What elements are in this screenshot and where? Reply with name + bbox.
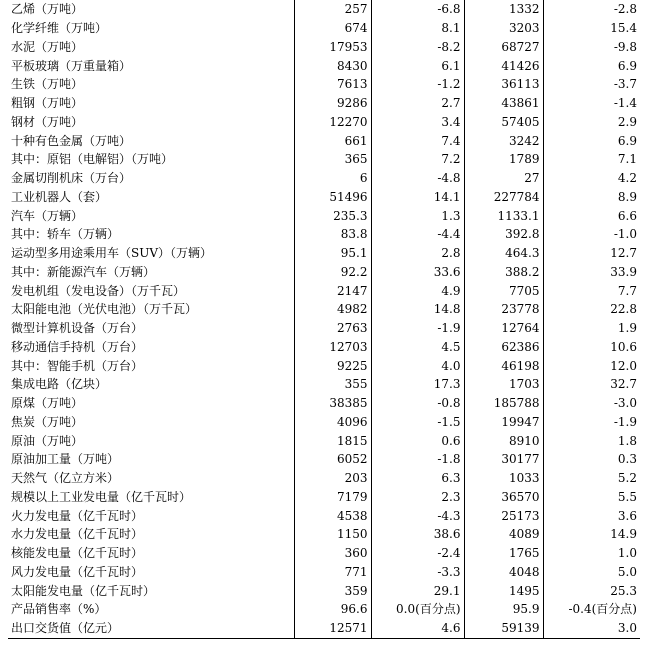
cumulative-output-cell: 227784: [464, 188, 543, 207]
current-month-output-cell: 92.2: [294, 263, 371, 282]
table-row: [8, 431, 640, 450]
row-label: 发电机组（发电设备）（万千瓦）: [11, 283, 186, 298]
row-label: 焦炭（万吨）: [11, 414, 84, 429]
cumulative-growth-cell: 22.8: [543, 300, 640, 319]
cumulative-output-cell: 1703: [464, 375, 543, 394]
current-month-output-cell: 12703: [294, 338, 371, 357]
current-month-output-cell: 7179: [294, 488, 371, 507]
cumulative-output-cell: 464.3: [464, 244, 543, 263]
cumulative-growth-cell: 15.4: [543, 19, 640, 38]
current-month-output-cell: 365: [294, 150, 371, 169]
row-label: 太阳能电池（光伏电池）（万千瓦）: [11, 302, 198, 317]
cumulative-output-cell: 41426: [464, 56, 543, 75]
cumulative-growth-cell: 7.7: [543, 281, 640, 300]
row-label: 汽车（万辆）: [11, 208, 84, 223]
cumulative-output-cell: 25173: [464, 506, 543, 525]
cumulative-output-cell: 392.8: [464, 225, 543, 244]
row-label: 集成电路（亿块）: [11, 377, 108, 392]
cumulative-output-cell: 1033: [464, 469, 543, 488]
cumulative-output-cell: 8910: [464, 431, 543, 450]
row-label: 其中：智能手机（万台）: [11, 358, 144, 373]
table-row: [8, 225, 640, 244]
current-month-output-cell: 9286: [294, 94, 371, 113]
current-month-growth-cell: 4.9: [371, 281, 464, 300]
table-row: [8, 375, 640, 394]
row-label: 出口交货值（亿元）: [8, 619, 294, 638]
current-month-output-cell: 7613: [294, 75, 371, 94]
current-month-growth-cell: 29.1: [371, 581, 464, 600]
current-month-output-cell: 1815: [294, 431, 371, 450]
current-month-growth-cell: 3.4: [371, 113, 464, 132]
row-label: 火力发电量（亿千瓦时）: [11, 508, 144, 523]
table-row: [8, 94, 640, 113]
current-month-growth-cell: 33.6: [371, 263, 464, 282]
current-month-growth-cell: -6.8: [371, 0, 464, 19]
current-month-output-cell: 203: [294, 469, 371, 488]
current-month-growth-cell: 14.1: [371, 188, 464, 207]
current-month-growth-cell: 8.1: [371, 19, 464, 38]
cumulative-growth-cell: 6.6: [543, 206, 640, 225]
row-label: 化学纤维（万吨）: [11, 21, 108, 36]
cumulative-growth-cell: 5.2: [543, 469, 640, 488]
cumulative-output-cell: 1332: [464, 0, 543, 19]
cumulative-output-cell: 388.2: [464, 263, 543, 282]
cumulative-growth-cell: -1.9: [543, 413, 640, 432]
current-month-growth-cell: -4.3: [371, 506, 464, 525]
current-month-growth-cell: 4.5: [371, 338, 464, 357]
table-row: [8, 38, 640, 57]
row-label: 水力发电量（亿千瓦时）: [11, 527, 144, 542]
current-month-output-cell: 4982: [294, 300, 371, 319]
row-label: 其中：原铝（电解铝）（万吨）: [11, 152, 174, 167]
current-month-output-cell: 359: [294, 581, 371, 600]
current-month-growth-cell: 2.7: [371, 94, 464, 113]
row-label: 生铁（万吨）: [11, 77, 84, 92]
cumulative-output-cell: 46198: [464, 356, 543, 375]
table-row: [8, 188, 640, 207]
table-row: [8, 0, 640, 19]
cumulative-output-cell: 57405: [464, 113, 543, 132]
cumulative-growth-cell: 33.9: [543, 263, 640, 282]
row-label: 钢材（万吨）: [11, 114, 84, 129]
row-label: 水泥（万吨）: [11, 39, 84, 54]
cumulative-output-cell: 7705: [464, 281, 543, 300]
table-row: [8, 450, 640, 469]
table-row: [8, 206, 640, 225]
cumulative-growth-cell: 1.0: [543, 544, 640, 563]
cumulative-output-cell: 36113: [464, 75, 543, 94]
current-month-growth-cell: 2.8: [371, 244, 464, 263]
cumulative-output-cell: 1765: [464, 544, 543, 563]
table-row: [8, 488, 640, 507]
row-label: 其中：轿车（万辆）: [11, 227, 120, 242]
table-row: [8, 413, 640, 432]
current-month-growth-cell: -3.3: [371, 563, 464, 582]
current-month-growth-cell: -4.4: [371, 225, 464, 244]
row-label: 太阳能发电量（亿千瓦时）: [11, 583, 156, 598]
cumulative-growth-cell: 8.9: [543, 188, 640, 207]
cumulative-growth-cell: 6.9: [543, 131, 640, 150]
current-month-output-cell: 12571: [294, 619, 371, 638]
row-label: 乙烯（万吨）: [11, 2, 84, 17]
current-month-output-cell: 257: [294, 0, 371, 19]
table-row: [8, 281, 640, 300]
cumulative-output-cell: 4089: [464, 525, 543, 544]
current-month-output-cell: 12270: [294, 113, 371, 132]
table-row: [8, 150, 640, 169]
cumulative-output-cell: 3242: [464, 131, 543, 150]
cumulative-growth-cell: -2.8: [543, 0, 640, 19]
row-label: 规模以上工业发电量（亿千瓦时）: [11, 489, 192, 504]
current-month-growth-cell: -4.8: [371, 169, 464, 188]
current-month-growth-cell: 14.8: [371, 300, 464, 319]
cumulative-growth-cell: -0.4(百分点): [543, 600, 640, 619]
cumulative-growth-cell: 10.6: [543, 338, 640, 357]
current-month-growth-cell: 7.2: [371, 150, 464, 169]
cumulative-growth-cell: 32.7: [543, 375, 640, 394]
table-row: [8, 113, 640, 132]
cumulative-growth-cell: 7.1: [543, 150, 640, 169]
cumulative-output-cell: 23778: [464, 300, 543, 319]
table-row: [8, 75, 640, 94]
cumulative-growth-cell: 4.2: [543, 169, 640, 188]
table-row: [8, 506, 640, 525]
current-month-growth-cell: 6.1: [371, 56, 464, 75]
row-label: 产品销售率（%）: [11, 602, 107, 617]
current-month-growth-cell: -1.5: [371, 413, 464, 432]
current-month-growth-cell: -1.2: [371, 75, 464, 94]
current-month-output-cell: 6: [294, 169, 371, 188]
cumulative-output-cell: 19947: [464, 413, 543, 432]
row-label: 原油加工量（万吨）: [11, 452, 120, 467]
cumulative-growth-cell: 3.0: [543, 619, 640, 638]
current-month-growth-cell: 0.6: [371, 431, 464, 450]
table-row: [8, 300, 640, 319]
cumulative-growth-cell: 0.3: [543, 450, 640, 469]
table-row: [8, 356, 640, 375]
current-month-output-cell: 51496: [294, 188, 371, 207]
cumulative-growth-cell: 12.0: [543, 356, 640, 375]
current-month-growth-cell: -1.8: [371, 450, 464, 469]
current-month-output-cell: 2763: [294, 319, 371, 338]
cumulative-growth-cell: 2.9: [543, 113, 640, 132]
row-label: 核能发电量（亿千瓦时）: [11, 546, 144, 561]
cumulative-output-cell: 3203: [464, 19, 543, 38]
current-month-growth-cell: 0.0(百分点): [371, 600, 464, 619]
cumulative-output-cell: 36570: [464, 488, 543, 507]
current-month-output-cell: 2147: [294, 281, 371, 300]
cumulative-growth-cell: 12.7: [543, 244, 640, 263]
cumulative-growth-cell: 5.5: [543, 488, 640, 507]
cumulative-growth-cell: 5.0: [543, 563, 640, 582]
table-row: [8, 338, 640, 357]
current-month-output-cell: 4096: [294, 413, 371, 432]
cumulative-growth-cell: 3.6: [543, 506, 640, 525]
row-label: 风力发电量（亿千瓦时）: [11, 564, 144, 579]
current-month-output-cell: 83.8: [294, 225, 371, 244]
cumulative-growth-cell: -3.0: [543, 394, 640, 413]
current-month-output-cell: 38385: [294, 394, 371, 413]
cumulative-output-cell: 4048: [464, 563, 543, 582]
table-row: [8, 600, 640, 619]
current-month-output-cell: 95.1: [294, 244, 371, 263]
current-month-growth-cell: -1.9: [371, 319, 464, 338]
table-row: [8, 131, 640, 150]
table-row: [8, 581, 640, 600]
current-month-growth-cell: 7.4: [371, 131, 464, 150]
cumulative-output-cell: 30177: [464, 450, 543, 469]
row-label: 工业机器人（套）: [11, 189, 108, 204]
table-row: [8, 169, 640, 188]
cumulative-growth-cell: 1.9: [543, 319, 640, 338]
cumulative-growth-cell: -9.8: [543, 38, 640, 57]
table-row: [8, 525, 640, 544]
table-row: [8, 263, 640, 282]
current-month-output-cell: 9225: [294, 356, 371, 375]
current-month-output-cell: 771: [294, 563, 371, 582]
table-row: [8, 56, 640, 75]
table-row: [8, 244, 640, 263]
current-month-growth-cell: 4.6: [371, 619, 464, 638]
table-row: [8, 544, 640, 563]
row-label: 移动通信手持机（万台）: [11, 339, 144, 354]
cumulative-output-cell: 43861: [464, 94, 543, 113]
current-month-growth-cell: -0.8: [371, 394, 464, 413]
table-row: [8, 319, 640, 338]
current-month-growth-cell: 6.3: [371, 469, 464, 488]
row-label: 运动型多用途乘用车（SUV）（万辆）: [11, 246, 213, 261]
cumulative-output-cell: 95.9: [464, 600, 543, 619]
cumulative-output-cell: 1495: [464, 581, 543, 600]
current-month-output-cell: 235.3: [294, 206, 371, 225]
table-row: [8, 394, 640, 413]
cumulative-growth-cell: 1.8: [543, 431, 640, 450]
table-row: [8, 619, 640, 638]
current-month-output-cell: 17953: [294, 38, 371, 57]
cumulative-growth-cell: -1.4: [543, 94, 640, 113]
table-row: [8, 19, 640, 38]
current-month-growth-cell: 1.3: [371, 206, 464, 225]
cumulative-output-cell: 68727: [464, 38, 543, 57]
row-label: 金属切削机床（万台）: [11, 171, 132, 186]
row-label: 粗钢（万吨）: [11, 96, 84, 111]
cumulative-output-cell: 27: [464, 169, 543, 188]
cumulative-growth-cell: -3.7: [543, 75, 640, 94]
cumulative-output-cell: 1789: [464, 150, 543, 169]
row-label: 微型计算机设备（万台）: [11, 321, 144, 336]
cumulative-growth-cell: 14.9: [543, 525, 640, 544]
row-label: 其中：新能源汽车（万辆）: [11, 264, 156, 279]
current-month-output-cell: 4538: [294, 506, 371, 525]
current-month-growth-cell: 17.3: [371, 375, 464, 394]
current-month-output-cell: 661: [294, 131, 371, 150]
current-month-output-cell: 1150: [294, 525, 371, 544]
cumulative-growth-cell: -1.0: [543, 225, 640, 244]
current-month-growth-cell: 2.3: [371, 488, 464, 507]
cumulative-output-cell: 59139: [464, 619, 543, 638]
current-month-growth-cell: 38.6: [371, 525, 464, 544]
current-month-output-cell: 360: [294, 544, 371, 563]
current-month-output-cell: 8430: [294, 56, 371, 75]
row-label: 原油（万吨）: [11, 433, 84, 448]
cumulative-output-cell: 185788: [464, 394, 543, 413]
cumulative-output-cell: 12764: [464, 319, 543, 338]
current-month-output-cell: 674: [294, 19, 371, 38]
industrial-output-table: [8, 0, 640, 639]
table-row: [8, 563, 640, 582]
cumulative-growth-cell: 6.9: [543, 56, 640, 75]
row-label: 十种有色金属（万吨）: [11, 133, 132, 148]
current-month-output-cell: 96.6: [294, 600, 371, 619]
cumulative-output-cell: 62386: [464, 338, 543, 357]
cumulative-growth-cell: 25.3: [543, 581, 640, 600]
current-month-output-cell: 6052: [294, 450, 371, 469]
table-row: [8, 469, 640, 488]
table-body: [8, 0, 640, 638]
row-label: 天然气（亿立方米）: [11, 471, 120, 486]
row-label: 原煤（万吨）: [11, 396, 84, 411]
current-month-output-cell: 355: [294, 375, 371, 394]
current-month-growth-cell: -8.2: [371, 38, 464, 57]
cumulative-output-cell: 1133.1: [464, 206, 543, 225]
row-label: 平板玻璃（万重量箱）: [11, 58, 132, 73]
current-month-growth-cell: 4.0: [371, 356, 464, 375]
current-month-growth-cell: -2.4: [371, 544, 464, 563]
